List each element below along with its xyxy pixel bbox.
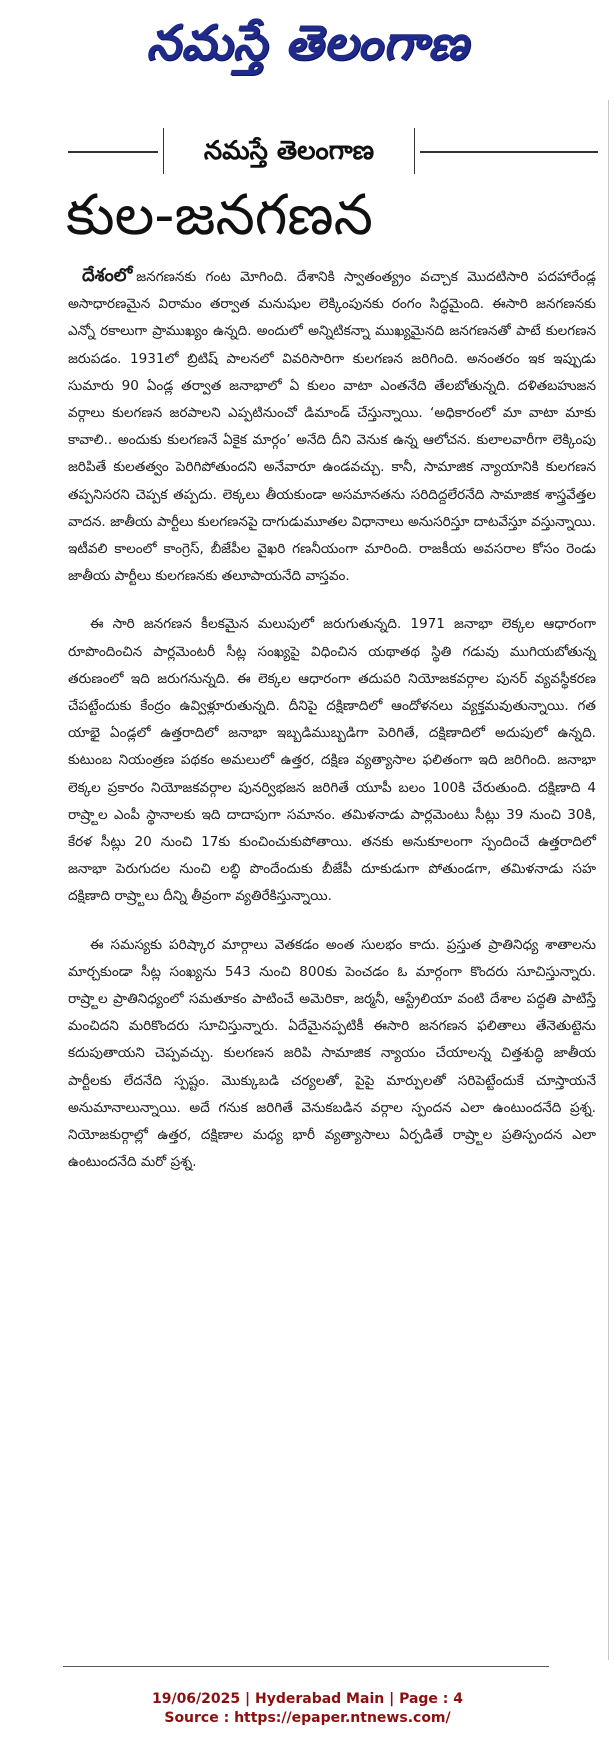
newspaper-masthead (0, 8, 615, 86)
article-paragraph-3: ఈ సమస్యకు పరిష్కార మార్గాలు వెతకడం అంత సులభం కాదు. ప్రస్తుత ప్రాతినిధ్య శాతాలను మార్చకుండా సీట్ల సంఖ్యను 543 నుంచి 800కు పెంచడం ఓ మార్గంగా కొందరు సూచిస్తున్నారు. రాష్ర్టాల ప్రాతినిధ్యంలో సమతూకం పాటించే అమెరికా, జర్మనీ, ఆస్ట్రేలియా వంటి దేశాల పద్ధతి పాటిస్తే మంచిదని మరికొందరు సూచిస్తున్నారు. ఏదేమైనప్పటికీ ఈసారి జనగణన ఫలితాలు తేనెతుట్టెను కదుపుతాయని చెప్పవచ్చు. కులగణన జరిపి సామాజిక న్యాయం చేయాలన్న చిత్తశుద్ధి జాతీయ పార్టీలకు లేదనేది స్పష్టం. మొక్కుబడి చర్యలతో, పైపై మార్పులతో సరిపెట్టేందుకే చూస్తాయనే అనుమానాలున్నాయి. అదే గనుక జరిగితే వెనుకబడిన వర్గాల స్పందన ఎలా ఉంటుందనేది ప్రశ్న. నియోజకుర్గాల్లో ఉత్తర, దక్షిణాల మధ్య భారీ వ్యత్యాసాలు ఏర్పడితే రాష్ర్టాల ప్రతిస్పందన ఎలా ఉంటుందనేది మరో ప్రశ్న. (68, 936, 596, 1171)
section-label-box (163, 128, 415, 174)
masthead-logo: నమస్తే తెలంగాణ (146, 15, 469, 71)
footer-source-link[interactable]: Source : https://epaper.ntnews.com/ (164, 1710, 451, 1726)
paragraph-1-text: జనగణనకు గంట మోగింది. దేశానికి స్వాతంత్య్రం వచ్చాక మొదటిసారి పదహారేండ్ల అసాధారణమైన విరామం తర్వాత మనుషుల లెక్కింపునకు రంగం సిద్ధమైంది. ఈసారి జనగణనకు ఎన్నో రకాలుగా ప్రాముఖ్యం ఉన్నది. అందులో అన్నిటికన్నా ముఖ్యమైనది జనగణనతో పాటే కులగణన జరుపడం. 1931లో బ్రిటిష్ పాలనలో వివరిసారిగా కులగణన జరిగింది. అనంతరం ఇక ఇప్పుడు సుమారు 90 ఏండ్ల తర్వాత జనాభాలో ఏ కులం వాటా ఎంతనేది తేలబోతున్నది. దళితబహుజన వర్గాలు కులగణన జరపాలని ఎప్పటినుంచో డిమాండ్ చేస్తున్నాయి. ‘అధికారంలో మా వాటా మాకు కావాలి.. అందుకు కులగణనే ఏకైక మార్గం’ అనేది దీని వెనుక ఉన్న ఆలోచన. కులాలవారీగా లెక్కింపు జరిపితే కులతత్వం పెరిగిపోతుందని అనేవారూ ఉండవచ్చు. కానీ, సామాజిక న్యాయానికి కులగణన తప్పనిసరని చెప్పక తప్పదు. లెక్కలు తీయకుండా అసమానతను సరిదిద్దలేరనేది సామాజిక శాస్త్రవేత్తల వాదన. జాతీయ పార్టీలు కులగణనపై దాగుడుమూతల విధానాలు అనుసరిస్తూ దాటవేస్తూ వస్తున్నాయి. ఇటీవలి కాలంలో కాంగ్రెస్, బీజేపీల వైఖరి గణనీయంగా మారింది. రాజకీయ అవసరాల కోసం రెండు జాతీయ పార్టీలు కులగణనకు తలూపాయనేది వాస్తవం. (68, 269, 596, 585)
article-page (63, 100, 615, 1670)
section-rule-right (420, 151, 598, 153)
page-footer (0, 1690, 615, 1728)
section-header (63, 128, 603, 176)
column-divider (608, 100, 609, 1660)
footer-edition-info: 19/06/2025 | Hyderabad Main | Page : 4 (151, 1691, 464, 1707)
article-headline: కుల-జనగణన (66, 183, 373, 248)
bottom-rule (63, 1666, 549, 1667)
article-paragraph-2: ఈ సారి జనగణన కీలకమైన మలుపులో జరుగుతున్నది. 1971 జనాభా లెక్కల ఆధారంగా రూపొందించిన పార్లమెంటరీ సీట్ల సంఖ్యపై విధించిన యథాతథ స్థితి గడువు ముగియబోతున్న తరుణంలో ఇది జరుగనున్నది. ఈ లెక్కల ఆధారంగా తదుపరి నియోజకవర్గాల పునర్ వ్యవస్థీకరణ చేపట్టేందుకు కేంద్రం ఉవ్విళ్లూరుతున్నది. దీనిపై దక్షిణాదిలో ఆందోళనలు వ్యక్తమవుతున్నాయి. గత యాభై ఏండ్లలో ఉత్తరాదిలో జనాభా ఇబ్బడిముబ్బడిగా పెరిగితే, దక్షిణాదిలో అదుపులో ఉన్నది. కుటుంబ నియంత్రణ పథకం అమలులో ఉత్తర, దక్షిణ వ్యత్యాసాల ఫలితంగా ఇది జరిగింది. జనాభా లెక్కల ప్రకారం నియోజకవర్గాల పునర్విభజన జరిగితే యూపీ బలం 100కి చేరుతుంది. దక్షిణాది 4 రాష్ర్టాల ఎంపీ స్థానాలకు ఇది దాదాపుగా సమానం. తమిళనాడు పార్లమెంటు సీట్లు 39 నుంచి 30కి, కేరళ సీట్లు 20 నుంచి 17కు కుంచించుకుపోతాయి. తనకు అనుకూలంగా స్పందించే ఉత్తరాదిలో జనాభా పెరుగుదల నుంచి లబ్ధి పొందేందుకు బీజేపీ దూకుడుగా పోతుండగా, తమిళనాడు సహ దక్షిణాది రాష్ర్టాలు దీన్ని తీవ్రంగా వ్యతిరేకిస్తున్నాయి. (68, 616, 596, 905)
section-label: నమస్తే తెలంగాణ (203, 136, 375, 166)
lead-word: దేశంలో (82, 265, 133, 286)
article-paragraph-1 (68, 262, 596, 590)
section-rule-left (68, 151, 158, 153)
article-body (68, 262, 596, 1177)
